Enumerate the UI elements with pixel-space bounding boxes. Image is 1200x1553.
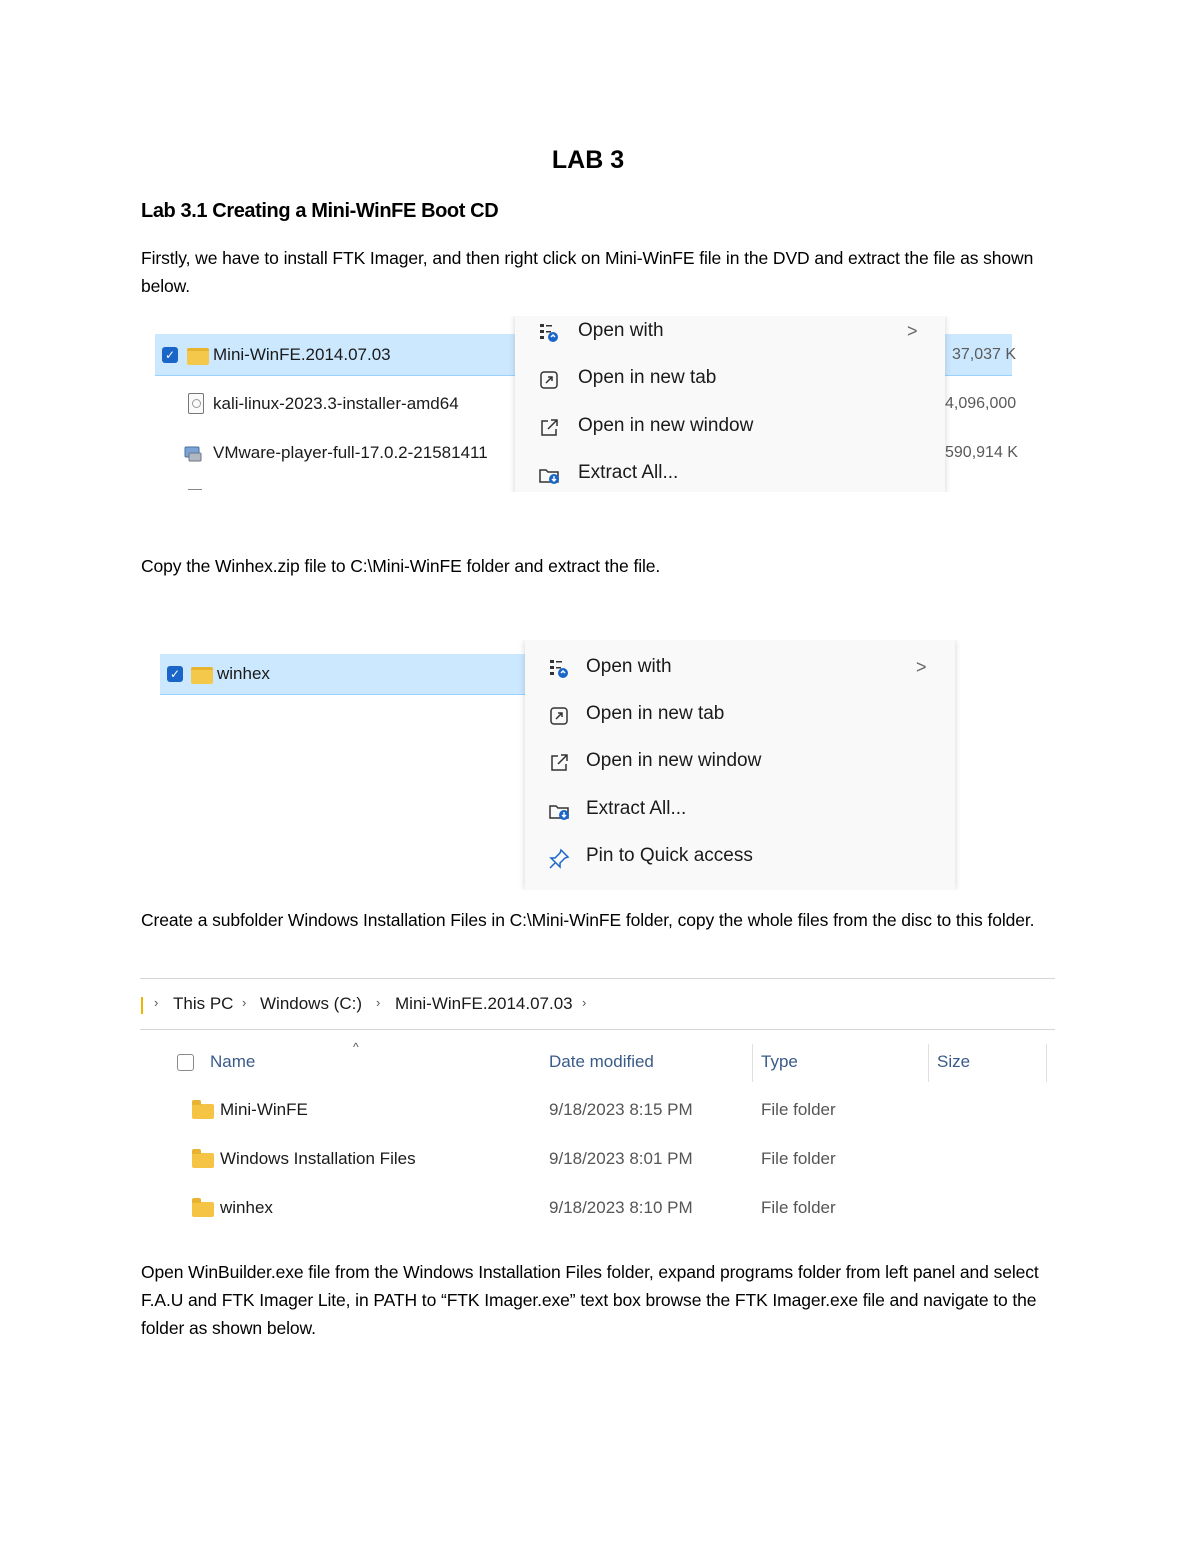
new-tab-icon (538, 369, 560, 391)
disc-image-icon (188, 393, 204, 414)
menu-item-open-with[interactable] (545, 656, 945, 684)
sort-ascending-icon: ^ (353, 1040, 359, 1054)
menu-item-label: Pin to Quick access (586, 845, 753, 866)
column-divider[interactable] (928, 1044, 929, 1082)
row-date: 9/18/2023 8:15 PM (549, 1100, 693, 1119)
file-name[interactable]: kali-linux-2023.3-installer-amd64 (213, 394, 459, 413)
breadcrumb (140, 992, 1055, 1022)
menu-item-label: Open with (578, 320, 664, 341)
breadcrumb-separator-icon: › (242, 995, 247, 1010)
new-tab-icon (548, 705, 570, 727)
row-type: File folder (761, 1149, 836, 1168)
row-date: 9/18/2023 8:01 PM (549, 1149, 693, 1168)
breadcrumb-item-mini-winfe[interactable]: Mini-WinFE.2014.07.03 (395, 994, 573, 1013)
menu-item-label: Open in new window (578, 415, 754, 436)
installer-icon (183, 444, 203, 462)
document-title: LAB 3 (551, 146, 625, 174)
chevron-right-icon: > (907, 321, 918, 341)
menu-item-label: Extract All... (586, 798, 687, 819)
file-size: 590,914 K (945, 444, 1018, 461)
new-window-icon (548, 752, 570, 774)
breadcrumb-item-windows-c[interactable]: Windows (C:) (260, 994, 363, 1013)
column-header-size[interactable]: Size (937, 1052, 971, 1071)
drive-icon (141, 997, 143, 1014)
menu-item-label: Open in new window (586, 750, 762, 771)
pin-icon (547, 847, 571, 871)
context-menu (525, 640, 955, 890)
zip-folder-icon (191, 667, 213, 684)
checkbox-checked-icon[interactable]: ✓ (167, 666, 183, 682)
context-menu (515, 316, 945, 492)
checkbox-checked-icon[interactable]: ✓ (162, 347, 178, 363)
file-size: 37,037 K (952, 346, 1017, 363)
screenshot-extract-winhex (155, 640, 960, 890)
row-name: Windows Installation Files (220, 1149, 416, 1168)
section-heading: Lab 3.1 Creating a Mini-WinFE Boot CD (141, 200, 499, 222)
menu-item-open-new-tab[interactable] (545, 703, 945, 731)
breadcrumb-separator-icon: › (376, 995, 381, 1010)
table-row[interactable] (140, 1139, 1055, 1181)
file-name[interactable]: winhex (217, 664, 270, 683)
chevron-right-icon: > (916, 657, 927, 677)
paragraph-2: Copy the Winhex.zip file to C:\Mini-WinFE folder and extract the file. (141, 556, 661, 576)
row-name: winhex (220, 1198, 273, 1217)
row-date: 9/18/2023 8:10 PM (549, 1198, 693, 1217)
menu-item-open-new-window[interactable] (535, 415, 935, 443)
open-with-icon (548, 658, 570, 680)
select-all-checkbox[interactable] (177, 1054, 194, 1071)
column-header-type[interactable]: Type (761, 1052, 798, 1071)
menu-item-label: Open in new tab (586, 703, 725, 724)
menu-item-label: Extract All... (578, 462, 679, 483)
file-name[interactable]: Mini-WinFE.2014.07.03 (213, 345, 391, 364)
column-divider[interactable] (1046, 1044, 1047, 1082)
new-window-icon (538, 417, 560, 439)
divider (140, 978, 1055, 979)
folder-icon (192, 1153, 214, 1168)
column-header-name[interactable]: Name (210, 1052, 256, 1071)
file-size: 4,096,000 (945, 395, 1017, 412)
column-divider[interactable] (752, 1044, 753, 1082)
breadcrumb-separator-icon: › (582, 995, 587, 1010)
breadcrumb-separator-icon: › (154, 995, 159, 1010)
menu-item-open-new-tab[interactable] (535, 367, 935, 395)
menu-item-open-new-window[interactable] (545, 750, 945, 778)
menu-item-open-with[interactable] (535, 320, 935, 348)
divider (140, 1029, 1055, 1030)
zip-folder-icon (187, 348, 209, 365)
extract-icon (538, 464, 562, 486)
table-row[interactable] (140, 1090, 1055, 1132)
open-with-icon (538, 322, 560, 344)
screenshot-extract-mini-winfe (140, 316, 1020, 492)
menu-item-extract-all[interactable] (545, 798, 945, 826)
row-name: Mini-WinFE (220, 1100, 308, 1119)
extract-icon (548, 800, 572, 822)
folder-icon (192, 1104, 214, 1119)
screenshot-folder-listing (140, 978, 1055, 1218)
file-row-selected[interactable] (160, 654, 525, 695)
paragraph-3: Create a subfolder Windows Installation Files in C:\Mini-WinFE folder, copy the whole files from the disc to this folder. (141, 910, 1035, 930)
paragraph-1: Firstly, we have to install FTK Imager, and then right click on Mini-WinFE file in the DVD and extract the file as shown below. (141, 248, 1034, 296)
menu-item-label: Open in new tab (578, 367, 717, 388)
breadcrumb-item-this-pc[interactable]: This PC (173, 994, 234, 1013)
paragraph-4: Open WinBuilder.exe file from the Windows Installation Files folder, expand programs folder from left panel and select F.A.U and FTK Imager Lite, in PATH to “FTK Imager.exe” text box browse the FTK Imager.exe file and navigate to the folder as shown below. (141, 1262, 1039, 1338)
row-type: File folder (761, 1100, 836, 1119)
table-row[interactable] (140, 1188, 1055, 1218)
folder-icon (192, 1202, 214, 1217)
row-type: File folder (761, 1198, 836, 1217)
menu-item-label: Open with (586, 656, 672, 677)
menu-item-extract-all[interactable] (535, 462, 935, 490)
file-name[interactable]: VMware-player-full-17.0.2-21581411 (213, 443, 488, 462)
column-header-date-modified[interactable]: Date modified (549, 1052, 654, 1071)
menu-item-pin-quick-access[interactable] (545, 845, 945, 873)
